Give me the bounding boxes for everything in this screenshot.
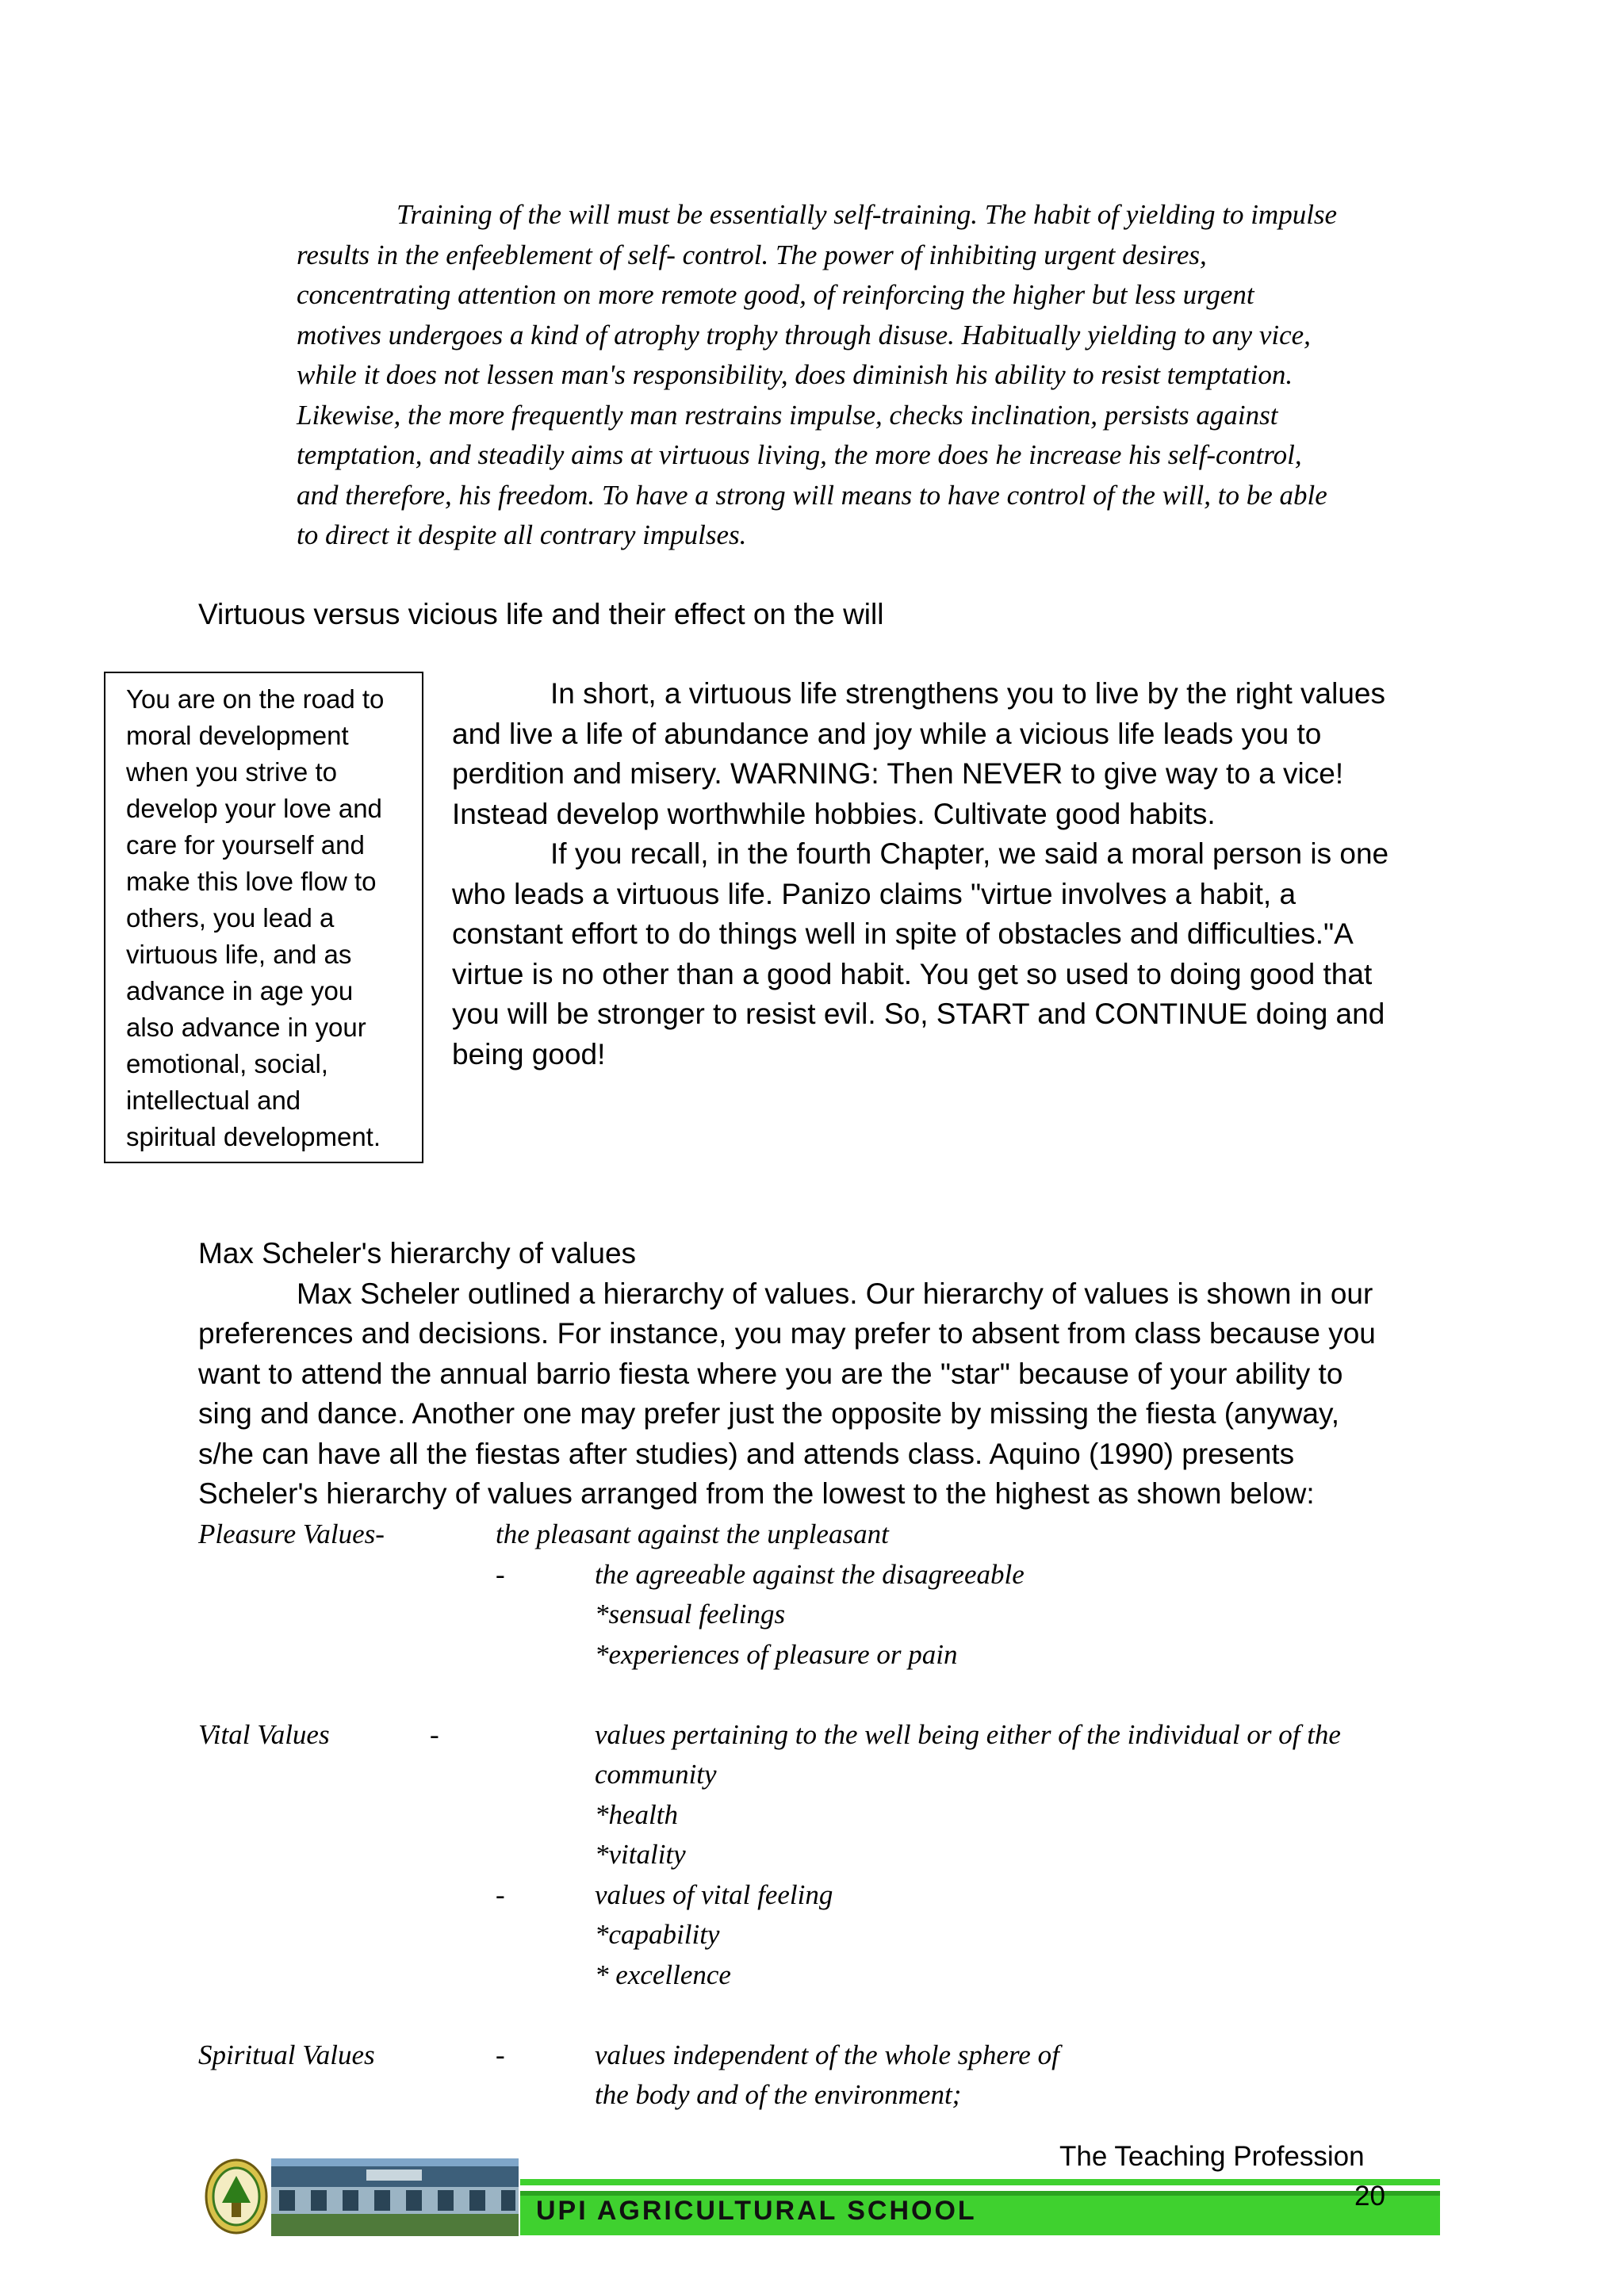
body-line: sing and dance. Another one may prefer just the opposite by missing the fiesta (anyway, xyxy=(198,1397,1340,1430)
vital-values-row xyxy=(198,1875,1435,1916)
body-line: you will be stronger to resist evil. So, START and CONTINUE doing and xyxy=(452,998,1385,1030)
body-line: preferences and decisions. For instance, you may prefer to absent from class because you xyxy=(198,1317,1376,1350)
vital-values-text: values of vital feeling xyxy=(595,1878,833,1910)
sidebox-line: when you strive to xyxy=(126,757,337,787)
body-line: If you recall, in the fourth Chapter, we said a moral person is one xyxy=(550,837,1389,870)
body-line: constant effort to do things well in spite of obstacles and difficulties."A xyxy=(452,917,1354,950)
vital-values-text: *vitality xyxy=(595,1839,686,1870)
body-line: s/he can have all the fiestas after studies) and attends class. Aquino (1990) presents xyxy=(198,1437,1295,1470)
sidebox-line: advance in age you xyxy=(126,976,354,1005)
sidebox-line: You are on the road to xyxy=(126,684,385,714)
body-line: and live a life of abundance and joy while a vicious life leads you to xyxy=(452,717,1322,750)
quote-block xyxy=(297,195,1438,556)
body-line: want to attend the annual barrio fiesta where you are the "star" because of your ability to xyxy=(198,1357,1343,1390)
body-line: Scheler's hierarchy of values arranged from the lowest to the highest as shown below: xyxy=(198,1477,1315,1510)
vital-values-text: values pertaining to the well being either of the individual or of the xyxy=(595,1718,1341,1750)
spiritual-values-text: the body and of the environment; xyxy=(595,2079,962,2110)
pleasure-values-text: *sensual feelings xyxy=(595,1599,786,1630)
sidebox-line: intellectual and xyxy=(126,1086,301,1115)
sidebox-line: spiritual development. xyxy=(126,1122,381,1151)
paragraph-virtuous-life xyxy=(452,674,1427,834)
vital-values-label: Vital Values xyxy=(198,1718,330,1750)
pleasure-values-text: the agreeable against the disagreeable xyxy=(595,1558,1025,1590)
body-line: who leads a virtuous life. Panizo claims "virtue involves a habit, a xyxy=(452,877,1297,910)
pleasure-values-text: *experiences of pleasure or pain xyxy=(595,1638,958,1670)
school-building-photo xyxy=(271,2158,519,2236)
list-dash: - xyxy=(430,1718,439,1750)
school-name: UPI AGRICULTURAL SCHOOL xyxy=(536,2196,977,2226)
spiritual-values-row xyxy=(198,2075,1435,2116)
pleasure-values-row xyxy=(198,1515,1435,1555)
body-line: Instead develop worthwhile hobbies. Cultivate good habits. xyxy=(452,797,1216,830)
banner-stripe xyxy=(520,2179,1440,2185)
sidebox-line: others, you lead a xyxy=(126,903,335,933)
sidebox-line: make this love flow to xyxy=(126,867,377,896)
vital-values-text: *health xyxy=(595,1798,678,1830)
pleasure-values-label: Pleasure Values- xyxy=(198,1518,385,1549)
sidebox-line: also advance in your xyxy=(126,1013,366,1042)
page-number: 20 xyxy=(1354,2181,1385,2212)
quote-line: temptation, and steadily aims at virtuous living, the more does he increase his self-control, xyxy=(297,439,1302,470)
list-dash: - xyxy=(496,1558,505,1590)
virtuous-life-body xyxy=(452,674,1427,1074)
sidebox-line: emotional, social, xyxy=(126,1049,328,1078)
list-dash: - xyxy=(496,2039,505,2070)
body-line: being good! xyxy=(452,1037,606,1070)
spiritual-values-text: values independent of the whole sphere of xyxy=(595,2039,1059,2070)
sidebox-line: develop your love and xyxy=(126,794,382,823)
quote-line: concentrating attention on more remote good, of reinforcing the higher but less urgent xyxy=(297,279,1254,310)
sidebar-note-box xyxy=(104,672,423,1163)
body-line: Max Scheler outlined a hierarchy of values. Our hierarchy of values is shown in our xyxy=(297,1277,1373,1310)
list-dash: - xyxy=(496,1878,505,1910)
body-line: perdition and misery. WARNING: Then NEVER to give way to a vice! xyxy=(452,757,1344,790)
footer-banner xyxy=(203,2117,1440,2244)
sidebox-line: moral development xyxy=(126,721,349,750)
quote-line: while it does not lessen man's responsibility, does diminish his ability to resist temptation. xyxy=(297,359,1293,390)
section-heading-scheler: Max Scheler's hierarchy of values xyxy=(198,1237,637,1270)
school-seal-icon xyxy=(203,2155,270,2238)
values-hierarchy-list xyxy=(198,1515,1435,2116)
vital-values-row xyxy=(198,1835,1435,1875)
quote-line: and therefore, his freedom. To have a strong will means to have control of the will, to be able xyxy=(297,479,1327,511)
pleasure-values-row xyxy=(198,1635,1435,1676)
quote-line: motives undergoes a kind of atrophy trophy through disuse. Habitually yielding to any vice, xyxy=(297,319,1311,350)
vital-values-row xyxy=(198,1755,1435,1795)
quote-line: Likewise, the more frequently man restrains impulse, checks inclination, persists against xyxy=(297,399,1278,431)
vital-values-row xyxy=(198,1795,1435,1836)
vital-values-row xyxy=(198,1715,1435,1756)
footer-title: The Teaching Profession xyxy=(1059,2141,1365,2172)
vital-values-row xyxy=(198,1955,1435,1996)
spiritual-values-label: Spiritual Values xyxy=(198,2039,375,2070)
body-line: In short, a virtuous life strengthens you to live by the right values xyxy=(550,677,1386,710)
list-spacer xyxy=(198,1675,1435,1715)
quote-line: results in the enfeeblement of self- control. The power of inhibiting urgent desires, xyxy=(297,239,1207,270)
scheler-section xyxy=(198,1234,1435,1515)
section-heading-virtuous-life: Virtuous versus vicious life and their effect on the will xyxy=(198,598,884,630)
list-spacer xyxy=(198,1995,1435,2035)
vital-values-text: *capability xyxy=(595,1919,720,1950)
pleasure-values-text: the pleasant against the unpleasant xyxy=(496,1518,889,1549)
quote-line: Training of the will must be essentially self-training. The habit of yielding to impulse xyxy=(396,199,1338,230)
sidebox-line: virtuous life, and as xyxy=(126,940,352,969)
body-line: virtue is no other than a good habit. You get so used to doing good that xyxy=(452,957,1373,990)
vital-values-text: community xyxy=(595,1759,717,1790)
pleasure-values-row xyxy=(198,1555,1435,1595)
quote-line: to direct it despite all contrary impulses. xyxy=(297,519,747,550)
pleasure-values-row xyxy=(198,1595,1435,1635)
paragraph-moral-person xyxy=(452,834,1427,1074)
spiritual-values-row xyxy=(198,2035,1435,2076)
vital-values-text: * excellence xyxy=(595,1959,731,1990)
sidebox-line: care for yourself and xyxy=(126,830,365,860)
vital-values-row xyxy=(198,1915,1435,1955)
